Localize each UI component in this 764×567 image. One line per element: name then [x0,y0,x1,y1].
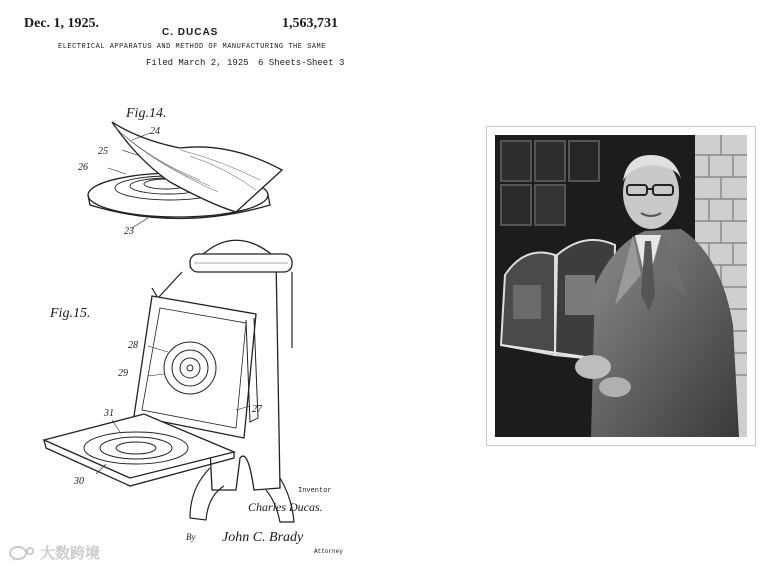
figure-15-ref: 29 [118,368,128,379]
watermark [8,542,100,563]
figure-15-ref: 30 [74,476,84,487]
by-label: By [186,532,196,542]
patent-sheet-number: 6 Sheets-Sheet 3 [258,58,345,68]
figure-14-label: Fig.14. [126,106,167,121]
figure-15-label: Fig.15. [50,306,91,321]
inventor-signature: Charles Ducas. [248,500,323,514]
patent-filed-date: Filed March 2, 1925 [146,58,249,68]
attorney-label: Attorney [314,548,343,555]
speech-bubble-logo-icon [8,545,36,561]
inventor-photo [495,135,747,437]
figure-15-ref: 28 [128,340,138,351]
inventor-label: Inventor [298,487,332,495]
patent-number: 1,563,731 [282,16,338,31]
patent-date: Dec. 1, 1925. [24,16,100,31]
inventor-photo-frame [486,126,756,446]
patent-inventor-name: C. DUCAS [162,27,219,38]
attorney-signature: John C. Brady [222,530,304,545]
figure-14-drawing [60,100,300,240]
patent-title: ELECTRICAL APPARATUS AND METHOD OF MANUFACTURING THE SAME [58,43,326,51]
figure-15-ref: 31 [104,408,114,419]
figure-15-ref: 27 [252,404,262,415]
figure-14-ref: 24 [150,126,160,137]
figure-14-ref: 26 [78,162,88,173]
watermark-text: 大数跨境 [40,544,101,562]
figure-14-ref: 23 [124,226,134,237]
figure-14-ref: 25 [98,146,108,157]
